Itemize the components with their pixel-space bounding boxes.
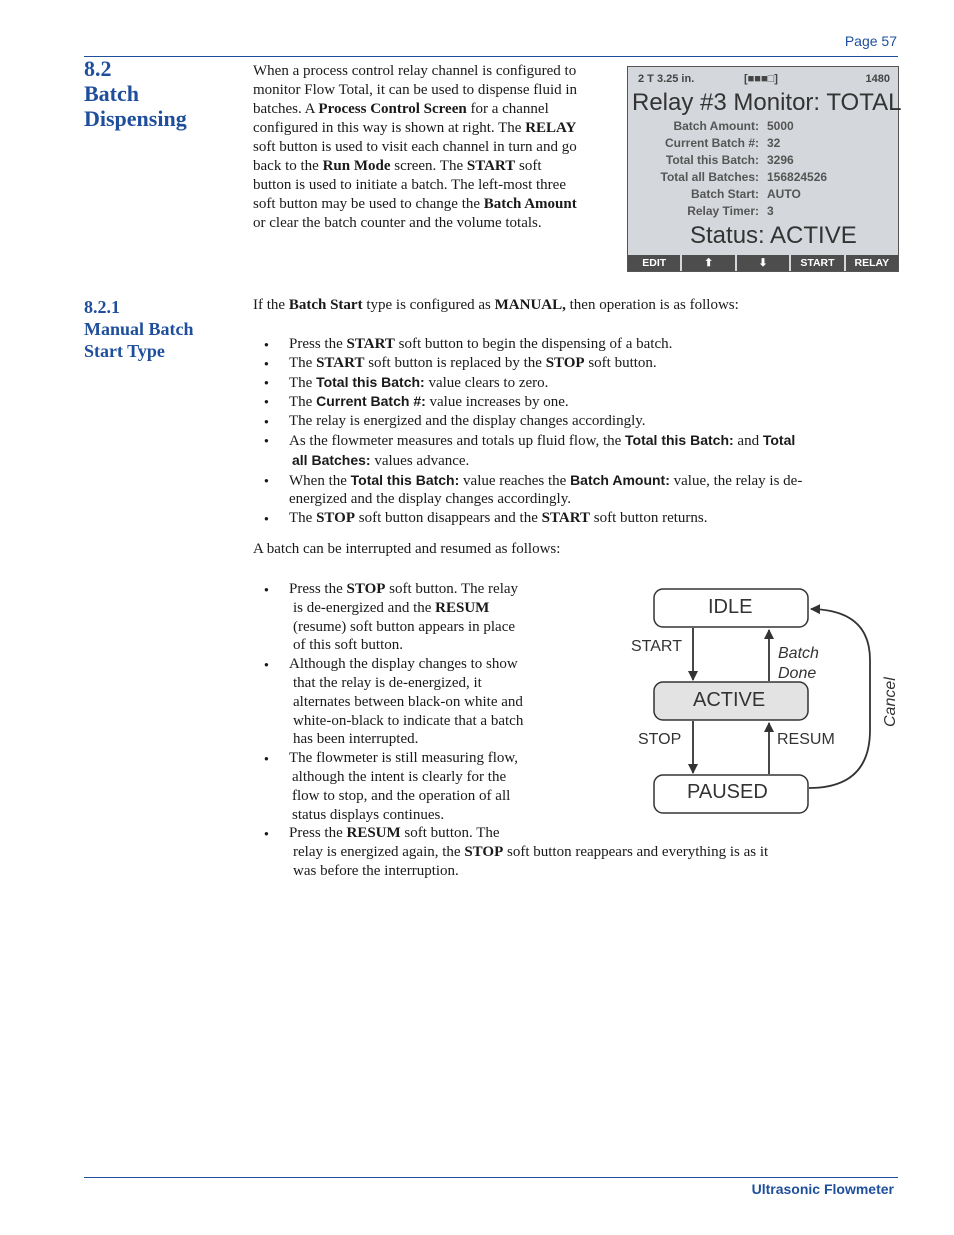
list-item: ● When the Total this Batch: value reaches the Batch Amount: value, the relay is de- energized and the display changes accordingly. xyxy=(253,471,903,510)
process-control-screen xyxy=(627,66,902,272)
start-soft-button[interactable]: START xyxy=(791,255,843,271)
screen-status-line: Status: ACTIVE xyxy=(690,222,857,249)
section-title-line1: Batch xyxy=(84,81,139,106)
screen-signal-indicator: [■■■□] xyxy=(744,73,778,85)
list-item: ● The Total this Batch: value clears to zero. xyxy=(253,373,903,393)
section-number: 8.2 xyxy=(84,56,112,81)
page-number: Page 57 xyxy=(844,33,897,49)
screen-row: Current Batch #: 32 xyxy=(664,136,781,150)
list-item: ● As the flowmeter measures and totals up fluid flow, the Total this Batch: and Total all Batches: values advance. xyxy=(253,431,903,471)
manual-steps-list xyxy=(253,335,903,528)
up-arrow-soft-button[interactable]: ⬆ xyxy=(682,255,734,271)
manual-lead-paragraph: If the Batch Start type is configured as MANUAL, then operation is as follows: xyxy=(253,297,739,313)
relay-soft-button[interactable]: RELAY xyxy=(846,255,898,271)
list-item: ● The STOP soft button disappears and the START soft button returns. xyxy=(253,509,903,528)
screen-row: Batch Start: AUTO xyxy=(690,187,801,201)
batch-transition-label: Batch xyxy=(778,645,819,662)
start-transition-label: START xyxy=(631,638,682,655)
list-item: ● The START soft button is replaced by the STOP soft button. xyxy=(253,354,903,373)
section-title-line2: Dispensing xyxy=(84,106,187,131)
active-label: ACTIVE xyxy=(693,689,766,711)
screen-status-left: 2 T 3.25 in. xyxy=(638,73,695,85)
list-item: ● The flowmeter is still measuring flow, although the intent is clearly for the flow to stop, and the operation of all status displays continues. xyxy=(253,749,893,824)
screen-values xyxy=(628,119,898,221)
stop-transition-label: STOP xyxy=(638,731,682,748)
screen-status-right: 1480 xyxy=(865,73,890,85)
footer-title: Ultrasonic Flowmeter xyxy=(751,1181,894,1197)
screen-title: Relay #3 Monitor: TOTAL xyxy=(632,89,902,116)
resum-transition-label: RESUM xyxy=(777,731,835,748)
subsection-number: 8.2.1 xyxy=(84,297,120,317)
section-heading xyxy=(84,56,234,131)
down-arrow-soft-button[interactable]: ⬇ xyxy=(737,255,789,271)
screen-row: Total this Batch: 3296 xyxy=(665,153,794,167)
list-item: ● Press the RESUM soft button. The relay is energized again, the STOP soft button reappears and everything is as it was before the interruption. xyxy=(253,824,893,880)
intro-paragraph: When a process control relay channel is configured to monitor Flow Total, it can be used to dispense fluid in batches. A Process Control Screen for a channel configured in this way is shown at right. The RELAY soft button is used to visit each channel in turn and go back to the Run Mode screen. The START soft button is used to initiate a batch. The left-most three soft button may be used to change the Batch Amount or clear the batch counter and the volume totals. xyxy=(253,63,578,231)
cancel-arrow xyxy=(809,609,870,788)
interrupt-lead-paragraph: A batch can be interrupted and resumed as follows: xyxy=(253,541,561,557)
idle-label: IDLE xyxy=(708,596,753,618)
list-item: ● Press the START soft button to begin the dispensing of a batch. xyxy=(253,335,903,354)
list-item: ● Although the display changes to show that the relay is de-energized, it alternates between black-on white and white-on-black to indicate that a batch has been interrupted. xyxy=(253,655,893,749)
subsection-heading xyxy=(84,296,234,362)
screen-row: Total all Batches: 156824526 xyxy=(660,170,828,184)
subsection-title-line1: Manual Batch xyxy=(84,319,194,339)
screen-row: Relay Timer: 3 xyxy=(687,204,774,218)
paused-label: PAUSED xyxy=(687,781,768,803)
list-item: ● The relay is energized and the display changes accordingly. xyxy=(253,412,903,431)
footer-rule xyxy=(84,1177,898,1178)
screen-row: Batch Amount: 5000 xyxy=(673,119,794,133)
soft-button-bar xyxy=(628,255,898,271)
list-item: ● Press the STOP soft button. The relay is de-energized and the RESUM (resume) soft button appears in place of this soft button. xyxy=(253,580,893,655)
done-transition-label: Done xyxy=(778,665,817,682)
subsection-title-line2: Start Type xyxy=(84,341,165,361)
edit-soft-button[interactable]: EDIT xyxy=(628,255,680,271)
list-item: ● The Current Batch #: value increases by one. xyxy=(253,392,903,412)
cancel-transition-label: Cancel xyxy=(882,677,899,727)
batch-state-diagram xyxy=(620,580,900,820)
